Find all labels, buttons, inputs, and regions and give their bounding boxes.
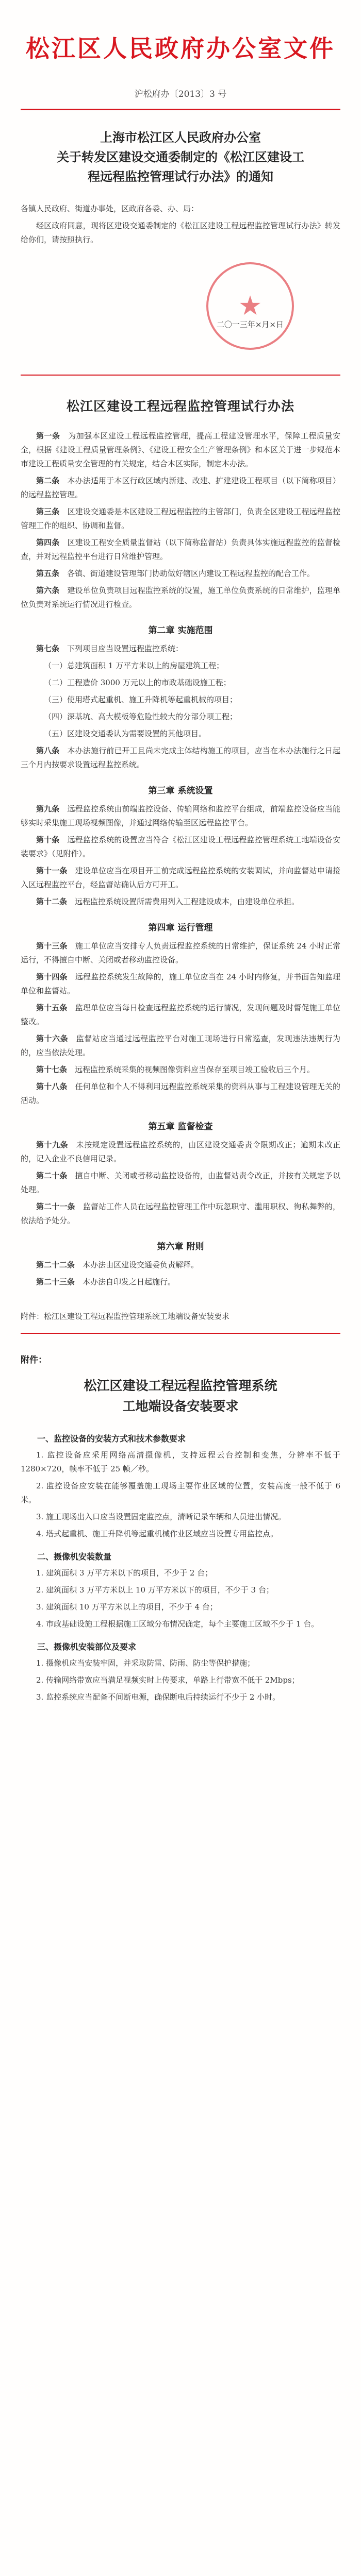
article-paragraph: [21, 505, 340, 533]
article-text: （二）工程造价 3000 万元以上的市政基础设施工程；: [44, 678, 231, 687]
article-text: 为加强本区建设工程远程监控管理，提高工程建设管理水平，保障工程质量安全，根据《建设工程质量管理条例》、《建设工程安全生产管理条例》和本区关于进一步规范本市建设工程质量安全管理的有关规定，结合本区实际，制定本办法。: [21, 431, 340, 468]
article-number: 第十四条: [36, 972, 68, 981]
article-text: 任何单位和个人不得利用远程监控系统采集的资料从事与工程建设管理无关的活动。: [21, 1082, 340, 1105]
chapter-heading: 第四章 运行管理: [148, 923, 213, 933]
attachment-paragraph: 3. 施工现场出入口应当设置固定监控点，清晰记录车辆和人员进出情况。: [36, 1512, 286, 1521]
attachment-paragraph: 4. 塔式起重机、施工升降机等起重机械作业区域应当设置专用监控点。: [36, 1529, 278, 1538]
notice-title-line: 上海市松江区人民政府办公室: [100, 130, 261, 145]
article-number: 第二十二条: [36, 1260, 75, 1269]
attachment-paragraph: 2. 传输网络带宽应当满足视频实时上传要求，单路上行带宽不低于 2Mbps；: [36, 1675, 300, 1685]
article-paragraph: [21, 1032, 340, 1060]
official-seal-icon: [206, 262, 294, 350]
article-text: 远程监控系统设置所需费用列入工程建设成本，由建设单位承担。: [75, 897, 300, 906]
article-paragraph: [21, 939, 340, 967]
red-divider: [21, 375, 340, 376]
article-text: 监督站工作人员在远程监控管理工作中玩忽职守、滥用职权、徇私舞弊的，依法给予处分。: [21, 1202, 340, 1225]
article-paragraph: [21, 584, 340, 612]
article-number: 第十八条: [36, 1082, 68, 1091]
attachment-section-heading: 三、摄像机安装部位及要求: [37, 1642, 137, 1652]
attachment-section-heading: 二、摄像机安装数量: [37, 1552, 112, 1562]
list-item: [21, 659, 340, 673]
article-text: 监理单位应当每日检查远程监控系统的运行情况，发现问题及时督促施工单位整改。: [21, 1003, 340, 1026]
article-number: 第二十条: [36, 1171, 68, 1180]
article-text: 下列项目应当设置远程监控系统：: [67, 644, 184, 653]
article-number: 第七条: [36, 644, 60, 653]
article-text: （四）深基坑、高大模板等危险性较大的分部分项工程；: [44, 712, 238, 721]
article-number: 第五条: [36, 569, 60, 578]
attachment-body: [21, 1432, 340, 1704]
article-number: 第十六条: [36, 1034, 69, 1043]
article-number: 第十二条: [36, 897, 68, 906]
article-paragraph: [21, 970, 340, 998]
article-number: 第十条: [36, 835, 60, 844]
attachment-title-line: 松江区建设工程远程监控管理系统: [84, 1378, 277, 1393]
chapter-heading: 第三章 系统设置: [148, 786, 213, 796]
attachment-paragraph: 1. 监控设备应采用网络高清摄像机，支持远程云台控制和变焦，分辨率不低于 1280×720，帧率不低于 25 帧／秒。: [21, 1450, 340, 1473]
notice-body: 经区政府同意，现将区建设交通委制定的《松江区建设工程远程监控管理试行办法》转发给你们，请按照执行。: [21, 221, 340, 244]
article-text: 本办法适用于本区行政区域内新建、改建、扩建建设工程项目（以下简称项目）的远程监控管理。: [21, 476, 340, 499]
article-paragraph: [21, 1063, 340, 1077]
attachment-title-line: 工地端设备安装要求: [122, 1399, 239, 1414]
article-paragraph: [21, 1138, 340, 1166]
org-title: 松江区人民政府办公室文件: [26, 35, 335, 62]
article-number: 第十九条: [36, 1140, 69, 1149]
article-text: 监督站应当通过远程监控平台对施工现场进行日常巡查，发现违法违规行为的，应当依法处理。: [21, 1034, 340, 1057]
attachment-paragraph: 4. 市政基础设施工程根据施工区域分布情况确定，每个主要施工区域不少于 1 台。: [36, 1619, 319, 1629]
article-text: 远程监控系统的设置应当符合《松江区建设工程远程监控管理系统工地端设备安装要求》（见附件）。: [21, 835, 340, 858]
article-paragraph: [21, 1001, 340, 1029]
article-text: 远程监控系统发生故障的，施工单位应当在 24 小时内修复，并书面告知监理单位和监督站。: [21, 972, 340, 995]
article-text: 建设单位应当在项目开工前完成远程监控系统的安装调试，并向监督站申请接入区远程监控平台，经监督站确认后方可开工。: [21, 866, 340, 889]
attachment-title: [21, 1376, 340, 1417]
attachment-section-heading: 一、监控设备的安装方式和技术参数要求: [37, 1434, 186, 1444]
doc-number: 沪松府办〔2013〕3 号: [134, 89, 227, 99]
attachment-paragraph: 1. 摄像机应当安装牢固，并采取防雷、防雨、防尘等保护措施；: [36, 1658, 255, 1668]
article-paragraph: [21, 1200, 340, 1228]
article-paragraph: [21, 833, 340, 861]
attachment-label: 附件：: [21, 1355, 47, 1365]
rules-title: 松江区建设工程远程监控管理试行办法: [66, 399, 294, 414]
seal-star-icon: ★: [238, 291, 262, 321]
article-number: 第八条: [36, 746, 60, 755]
chapter-heading: 第六章 附则: [157, 1242, 204, 1252]
list-item: [21, 693, 340, 707]
article-number: 第二条: [36, 476, 60, 485]
notice-title-line: 程远程监控管理试行办法》的通知: [88, 169, 273, 184]
issue-date: 二〇一三年×月×日: [216, 320, 284, 329]
chapter-heading: 第五章 监督检查: [148, 1122, 213, 1132]
article-number: 第一条: [36, 431, 60, 440]
article-paragraph: [21, 1275, 340, 1289]
seal-block: [21, 257, 340, 365]
article-text: 本办法施行前已开工且尚未完成主体结构施工的项目，应当在本办法施行之日起三个月内按要求设置远程监控系统。: [21, 746, 340, 769]
article-text: 远程监控系统采集的视频图像资料应当保存至项目竣工验收后三个月。: [75, 1065, 315, 1074]
article-paragraph: [21, 864, 340, 892]
notice-recipients: 各镇人民政府、街道办事处，区政府各委、办、局：: [21, 204, 199, 213]
notice-title: [21, 128, 340, 187]
attachment-paragraph: 3. 建筑面积 10 万平方米以上的项目，不少于 4 台；: [36, 1602, 218, 1612]
article-text: 区建设工程安全质量监督站（以下简称监督站）负责具体实施远程监控的监督检查，并对远程监控平台进行日常维护管理。: [21, 538, 340, 561]
article-text: 区建设交通委是本区建设工程远程监控的主管部门，负责全区建设工程远程监控管理工作的组织、协调和监督。: [21, 507, 340, 530]
rules-body: [21, 429, 340, 1289]
article-number: 第十一条: [36, 866, 68, 875]
red-divider: [21, 1333, 340, 1334]
article-text: 各镇、街道建设管理部门协助做好辖区内建设工程远程监控的配合工作。: [67, 569, 315, 578]
attachment-paragraph: 1. 建筑面积 3 万平方米以下的项目，不少于 2 台；: [36, 1568, 213, 1578]
article-number: 第四条: [36, 538, 60, 547]
chapter-heading: 第二章 实施范围: [148, 625, 213, 636]
attachment-paragraph: 2. 监控设备应安装在能够覆盖施工现场主要作业区域的位置，安装高度一般不低于 6 米。: [21, 1481, 340, 1504]
article-text: 本办法由区建设交通委负责解释。: [83, 1260, 199, 1269]
article-paragraph: [21, 474, 340, 502]
article-text: （三）使用塔式起重机、施工升降机等起重机械的项目；: [44, 695, 238, 704]
notice-title-line: 关于转发区建设交通委制定的《松江区建设工: [57, 149, 304, 164]
article-number: 第九条: [36, 804, 60, 814]
list-item: [21, 710, 340, 724]
article-text: 施工单位应当安排专人负责远程监控系统的日常维护，保证系统 24 小时正常运行，不得擅自中断、关闭或者移动监控设备。: [21, 941, 340, 964]
article-paragraph: [21, 1080, 340, 1108]
article-paragraph: [21, 567, 340, 581]
article-text: 远程监控系统由前端监控设备、传输网络和监控平台组成，前端监控设备应当能够实时采集施工现场视频图像，并通过网络传输至区远程监控平台。: [21, 804, 340, 827]
article-number: 第六条: [36, 586, 60, 595]
article-number: 第二十一条: [36, 1202, 75, 1211]
article-text: 建设单位负责项目远程监控系统的设置，施工单位负责系统的日常维护，监理单位负责对系统运行情况进行检查。: [21, 586, 340, 609]
article-number: 第三条: [36, 507, 60, 516]
article-paragraph: [21, 536, 340, 564]
article-text: 未按规定设置远程监控系统的，由区建设交通委责令限期改正；逾期未改正的，记入企业不良信用记录。: [21, 1140, 340, 1163]
article-paragraph: [21, 1258, 340, 1272]
article-paragraph: [21, 895, 340, 909]
red-divider: [21, 109, 340, 110]
article-paragraph: [21, 642, 340, 656]
article-paragraph: [21, 802, 340, 830]
list-item: [21, 676, 340, 690]
article-paragraph: [21, 1169, 340, 1197]
document-header: [21, 0, 340, 99]
article-text: （五）区建设交通委认为需要设置的其他项目。: [44, 729, 207, 738]
list-item: [21, 727, 340, 741]
article-text: 本办法自印发之日起施行。: [83, 1277, 176, 1286]
article-text: 擅自中断、关闭或者移动监控设备的，由监督站责令改正，并按有关规定予以处理。: [21, 1171, 340, 1194]
article-text: （一）总建筑面积 1 万平方米以上的房屋建筑工程；: [44, 661, 224, 670]
attachment-note: 附件：松江区建设工程远程监控管理系统工地端设备安装要求: [21, 1312, 230, 1321]
article-number: 第二十三条: [36, 1277, 75, 1286]
article-paragraph: [21, 429, 340, 471]
article-paragraph: [21, 744, 340, 772]
article-number: 第十三条: [36, 941, 68, 951]
attachment-paragraph: 2. 建筑面积 3 万平方米以上 10 万平方米以下的项目，不少于 3 台；: [36, 1585, 274, 1595]
article-number: 第十七条: [36, 1065, 68, 1074]
attachment-paragraph: 3. 监控系统应当配备不间断电源，确保断电后持续运行不少于 2 小时。: [36, 1692, 281, 1702]
article-number: 第十五条: [36, 1003, 68, 1012]
